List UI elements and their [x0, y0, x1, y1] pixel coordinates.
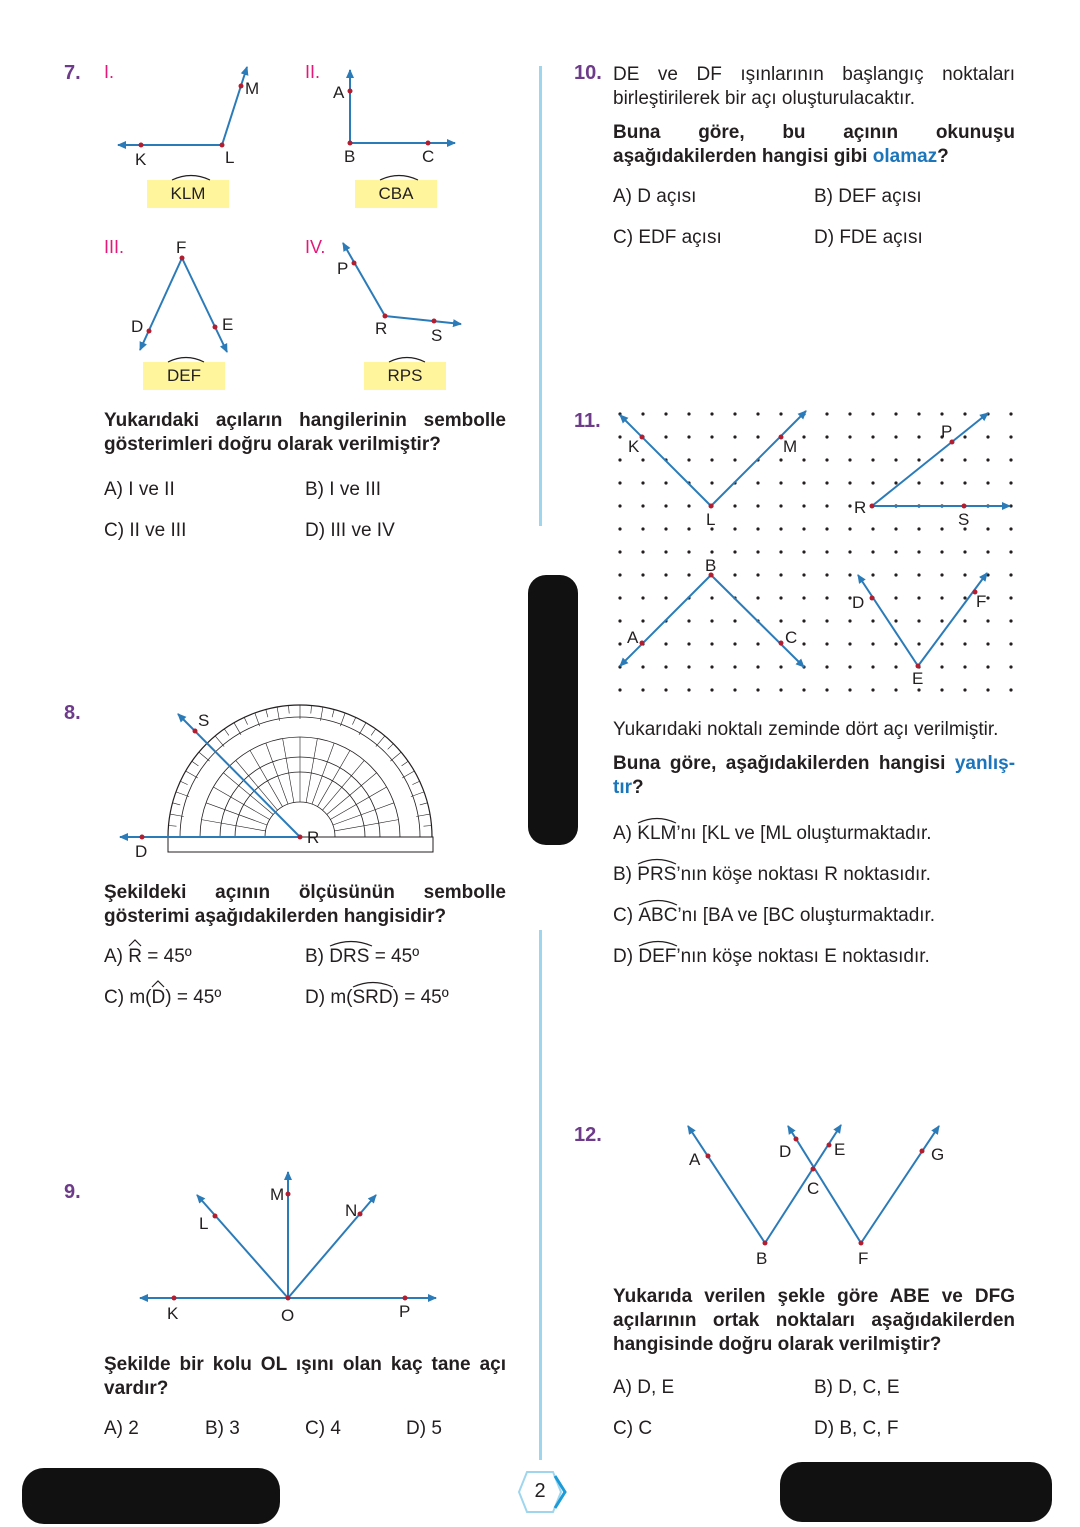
q12-label-d: D: [779, 1142, 792, 1161]
q11-option-d[interactable]: D) DEF’nın köşe noktası E noktasıdır.: [613, 946, 930, 968]
label-s: S: [431, 326, 443, 345]
q11-label-c: C: [785, 628, 798, 647]
q7-option-a[interactable]: A) I ve II: [104, 479, 175, 500]
symbol-box-rps: RPS: [364, 362, 446, 390]
q11-intro: Yukarıdaki noktalı zeminde dört açı verilmiştir.: [613, 719, 999, 740]
q10-question: Buna göre, bu açının okunuşu aşağıdakilerden hangisi gibi olamaz?: [613, 122, 1015, 167]
label-p: P: [337, 259, 349, 278]
q12-label-g: G: [931, 1145, 945, 1164]
label-k: K: [135, 150, 147, 169]
q12-option-b[interactable]: B) D, C, E: [814, 1377, 900, 1398]
q11-label-k: K: [628, 437, 640, 456]
q12-label-f: F: [858, 1249, 869, 1268]
label-m: M: [245, 79, 260, 98]
q8-label-r: R: [307, 828, 320, 847]
q12-option-c[interactable]: C) C: [613, 1418, 653, 1439]
q11-label-a: A: [627, 628, 639, 647]
label-d: D: [131, 317, 144, 336]
q12-question: Yukarıda verilen şekle göre ABE ve DFG açılarının ortak noktaları aşağıdakilerden hangisinde doğru olarak verilmiştir?: [613, 1286, 1015, 1355]
q12-option-a[interactable]: A) D, E: [613, 1377, 675, 1398]
ray-lm: [222, 67, 247, 145]
roman-3: III.: [104, 237, 125, 257]
q11-question: Buna göre, aşağıdakilerden hangisi yanlıştır?: [613, 753, 1016, 798]
q10-option-d[interactable]: D) FDE açısı: [814, 227, 923, 248]
q11-label-s: S: [958, 510, 970, 529]
redaction-mark: [528, 575, 578, 845]
label-e: E: [222, 315, 234, 334]
q9-label-o: O: [281, 1306, 295, 1325]
redaction-mark: [780, 1462, 1052, 1522]
q8-label-d: D: [135, 842, 148, 861]
q9-label-m: M: [270, 1185, 285, 1204]
q8-question: Şekildeki açının ölçüsünün sembolle gösterimi aşağıdakilerden hangisidir?: [104, 882, 506, 927]
q11-label-e: E: [912, 669, 924, 688]
q8-label-s: S: [198, 711, 210, 730]
q10-option-c[interactable]: C) EDF açısı: [613, 227, 722, 248]
q11-option-c[interactable]: C) ABC’nı [BA ve [BC oluşturmaktadır.: [613, 905, 935, 927]
q9-question: Şekilde bir kolu OL ışını olan kaç tane açı vardır?: [104, 1354, 506, 1399]
q12-label-a: A: [689, 1150, 701, 1169]
q8-option-c[interactable]: C) m( D) = 45º: [104, 987, 221, 1009]
q11-label-l: L: [706, 510, 716, 529]
label-l: L: [225, 148, 235, 167]
q11-label-d: D: [852, 593, 865, 612]
q9-label-k: K: [167, 1304, 179, 1323]
q11-label-f: F: [976, 592, 987, 611]
question-10-number: 10.: [574, 62, 602, 84]
q12-option-d[interactable]: D) B, C, F: [814, 1418, 899, 1439]
page-number: 2: [534, 1480, 546, 1502]
q11-label-p: P: [941, 422, 953, 441]
question-12-number: 12.: [574, 1124, 602, 1146]
label-a: A: [333, 83, 345, 102]
redaction-mark: [22, 1468, 280, 1524]
dot-grid-figure: [600, 400, 1030, 700]
q9-label-p: P: [399, 1302, 411, 1321]
protractor-figure: [100, 700, 450, 870]
q12-label-b: B: [756, 1249, 768, 1268]
question-8-number: 8.: [64, 702, 81, 724]
q8-option-b[interactable]: B) DRS = 45º: [305, 946, 419, 968]
q12-label-c: C: [807, 1179, 820, 1198]
q11-option-b[interactable]: B) PRS’nın köşe noktası R noktasıdır.: [613, 864, 931, 886]
q9-option-a[interactable]: A) 2: [104, 1418, 139, 1439]
label-f: F: [176, 238, 187, 257]
q10-intro: DE ve DF ışınlarının başlangıç noktaları birleştirilerek bir açı oluşturulacaktır.: [613, 64, 1015, 109]
q7-option-c[interactable]: C) II ve III: [104, 520, 187, 541]
symbol-box-def: DEF: [143, 362, 225, 390]
label-c: C: [422, 147, 435, 166]
q9-label-l: L: [199, 1214, 209, 1233]
question-11-number: 11.: [574, 410, 601, 432]
q9-option-b[interactable]: B) 3: [205, 1418, 240, 1439]
roman-1: I.: [104, 62, 115, 82]
q7-option-d[interactable]: D) III ve IV: [305, 520, 395, 541]
question-9-number: 9.: [64, 1181, 81, 1203]
symbol-box-cba: CBA: [355, 180, 437, 208]
question-7-number: 7.: [64, 62, 81, 84]
q7-figures: [0, 0, 540, 400]
symbol-box-klm: KLM: [147, 180, 229, 208]
roman-4: IV.: [305, 237, 326, 257]
q7-question: Yukarıdaki açıların hangilerinin sembolle gösterimleri doğru olarak verilmiştir?: [104, 410, 506, 455]
q11-label-m: M: [783, 437, 798, 456]
q9-option-d[interactable]: D) 5: [406, 1418, 442, 1439]
q7-option-b[interactable]: B) I ve III: [305, 479, 382, 500]
q12-label-e: E: [834, 1140, 846, 1159]
q11-label-r: R: [854, 498, 867, 517]
q9-label-n: N: [345, 1201, 358, 1220]
q10-option-a[interactable]: A) D açısı: [613, 186, 697, 207]
label-r: R: [375, 319, 388, 338]
label-b: B: [344, 147, 356, 166]
q8-option-a[interactable]: A) R = 45º: [104, 946, 192, 968]
roman-2: II.: [305, 62, 321, 82]
q11-option-a[interactable]: A) KLM’nı [KL ve [ML oluşturmaktadır.: [613, 823, 932, 845]
q9-option-c[interactable]: C) 4: [305, 1418, 341, 1439]
q10-option-b[interactable]: B) DEF açısı: [814, 186, 922, 207]
q9-figure: [0, 1150, 540, 1320]
q11-label-b: B: [705, 556, 717, 575]
q8-option-d[interactable]: D) m( SRD) = 45º: [305, 987, 449, 1009]
